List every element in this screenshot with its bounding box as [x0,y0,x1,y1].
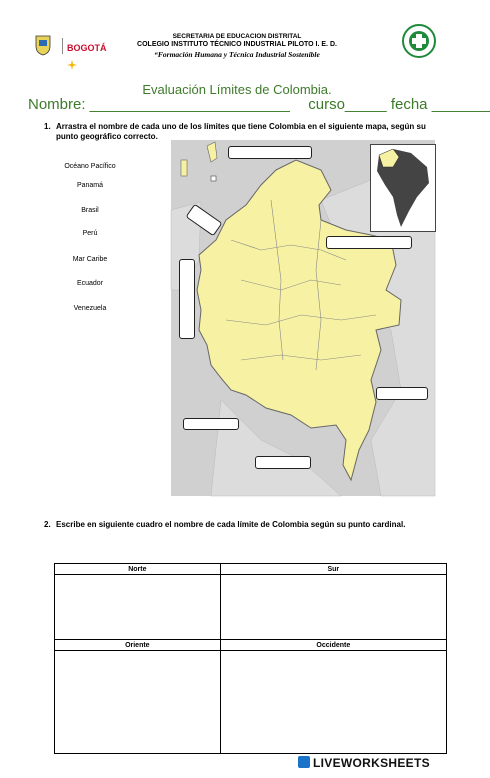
drop-box-5[interactable] [376,387,428,400]
header-norte: Norte [55,564,221,575]
liveworksheets-footer[interactable] [298,756,430,770]
q2-number: 2. [44,520,51,529]
school-motto: “Formación Humana y Técnica Industrial Sostenible [154,50,320,59]
cardinal-points-table [54,563,447,754]
drag-word-ecuador[interactable]: Ecuador [76,280,104,287]
answer-cell-occidente[interactable] [220,651,446,754]
page-title: Evaluación Límites de Colombia. [142,82,332,97]
answer-cell-sur[interactable] [220,575,446,640]
footer-text: LIVEWORKSHEETS [313,756,430,770]
header-oriente: Oriente [55,640,221,651]
bogota-logo-text: BOGOTÁ [67,43,107,53]
header-sur: Sur [220,564,446,575]
drag-word-panama[interactable]: Panamá [76,182,104,189]
school-name: COLEGIO INSTITUTO TÉCNICO INDUSTRIAL PILOTO I. E. D. [137,41,337,48]
fecha-field[interactable]: fecha _______ [390,96,490,113]
student-info-line [28,96,490,113]
nombre-field[interactable]: Nombre: ________________________ [28,96,290,113]
answer-cell-norte[interactable] [55,575,221,640]
drag-word-oceano-pacifico[interactable]: Océano Pacífico [64,163,116,170]
drop-box-4[interactable] [179,259,195,339]
answer-cell-oriente[interactable] [55,651,221,754]
drop-box-7[interactable] [255,456,311,469]
header-occidente: Occidente [220,640,446,651]
drag-word-brasil[interactable]: Brasil [81,207,99,214]
drop-box-6[interactable] [183,418,239,430]
q1-text: Arrastra el nombre de cada uno de los límites que tiene Colombia en el siguiente mapa, según su punto geográfico correcto. [56,122,426,141]
drag-word-mar-caribe[interactable]: Mar Caribe [72,256,108,263]
curso-field[interactable]: curso_____ [308,96,387,113]
q2-text: Escribe en siguiente cuadro el nombre de cada límite de Colombia según su punto cardinal. [56,520,406,529]
drag-word-peru[interactable]: Perú [82,230,98,237]
drag-word-venezuela[interactable]: Venezuela [73,305,107,312]
drop-box-3[interactable] [326,236,412,249]
drop-box-1[interactable] [228,146,312,159]
liveworksheets-logo-icon [298,756,310,768]
south-america-inset-map [370,144,436,232]
secretaria-heading: SECRETARIA DE EDUCACION DISTRITAL [172,33,302,40]
q1-number: 1. [44,122,51,131]
